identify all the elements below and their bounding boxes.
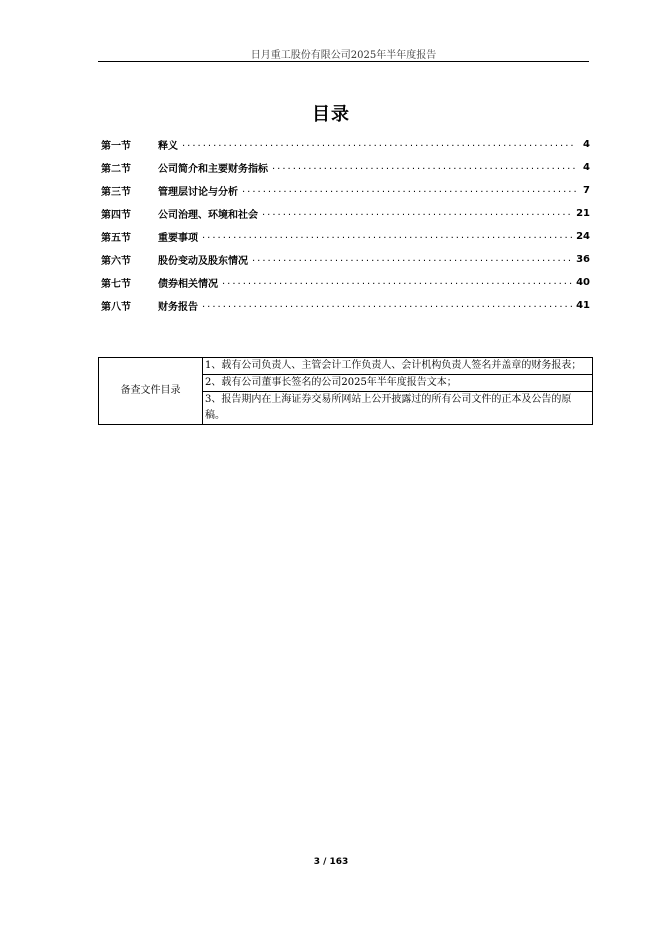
toc-page-number: 21 — [576, 208, 590, 219]
toc-leader-dots — [202, 230, 572, 242]
toc-section-title: 公司简介和主要财务指标 — [158, 164, 268, 175]
toc-page-number: 4 — [583, 162, 590, 173]
toc-page-number: 24 — [576, 231, 590, 242]
table-of-contents — [101, 133, 590, 317]
toc-page-number: 36 — [576, 254, 590, 265]
toc-leader-dots — [272, 161, 576, 173]
toc-section-title: 股份变动及股东情况 — [158, 256, 248, 267]
toc-page-number: 41 — [576, 300, 590, 311]
toc-section-title: 财务报告 — [158, 302, 198, 313]
running-header: 日月重工股份有限公司2025年半年度报告 — [250, 50, 437, 61]
toc-entry[interactable] — [101, 156, 590, 179]
toc-section-number: 第五节 — [101, 233, 131, 244]
toc-section-title: 管理层讨论与分析 — [158, 187, 238, 198]
toc-entry[interactable] — [101, 294, 590, 317]
toc-entry[interactable] — [101, 179, 590, 202]
toc-section-title: 释义 — [158, 141, 178, 152]
toc-entry[interactable] — [101, 202, 590, 225]
reference-documents-table — [98, 357, 593, 425]
toc-leader-dots — [242, 184, 576, 196]
page-title: 目录 — [312, 104, 350, 125]
toc-leader-dots — [202, 299, 572, 311]
toc-page-number: 7 — [583, 185, 590, 196]
toc-section-number: 第二节 — [101, 164, 131, 175]
toc-section-title: 重要事项 — [158, 233, 198, 244]
header-divider — [98, 61, 589, 62]
toc-page-number: 4 — [583, 139, 590, 150]
toc-section-number: 第四节 — [101, 210, 131, 221]
toc-section-number: 第八节 — [101, 302, 131, 313]
reference-documents-label: 备查文件目录 — [99, 358, 203, 425]
toc-entry[interactable] — [101, 225, 590, 248]
toc-section-number: 第三节 — [101, 187, 131, 198]
page-number: 3 / 163 — [313, 857, 349, 867]
toc-section-number: 第六节 — [101, 256, 131, 267]
toc-leader-dots — [222, 276, 572, 288]
toc-entry[interactable] — [101, 271, 590, 294]
toc-section-number: 第一节 — [101, 141, 131, 152]
reference-document-item: 2、载有公司董事长签名的公司2025年半年度报告文本； — [203, 375, 593, 392]
toc-leader-dots — [182, 138, 576, 150]
table-row — [99, 358, 593, 375]
toc-page-number: 40 — [576, 277, 590, 288]
toc-entry[interactable] — [101, 248, 590, 271]
toc-section-title: 公司治理、环境和社会 — [158, 210, 258, 221]
toc-section-number: 第七节 — [101, 279, 131, 290]
toc-entry[interactable] — [101, 133, 590, 156]
toc-leader-dots — [252, 253, 572, 265]
reference-document-item: 1、载有公司负责人、主管会计工作负责人、会计机构负责人签名并盖章的财务报表； — [203, 358, 593, 375]
toc-section-title: 债券相关情况 — [158, 279, 218, 290]
toc-leader-dots — [262, 207, 572, 219]
reference-document-item: 3、报告期内在上海证券交易所网站上公开披露过的所有公司文件的正本及公告的原稿。 — [203, 392, 593, 425]
